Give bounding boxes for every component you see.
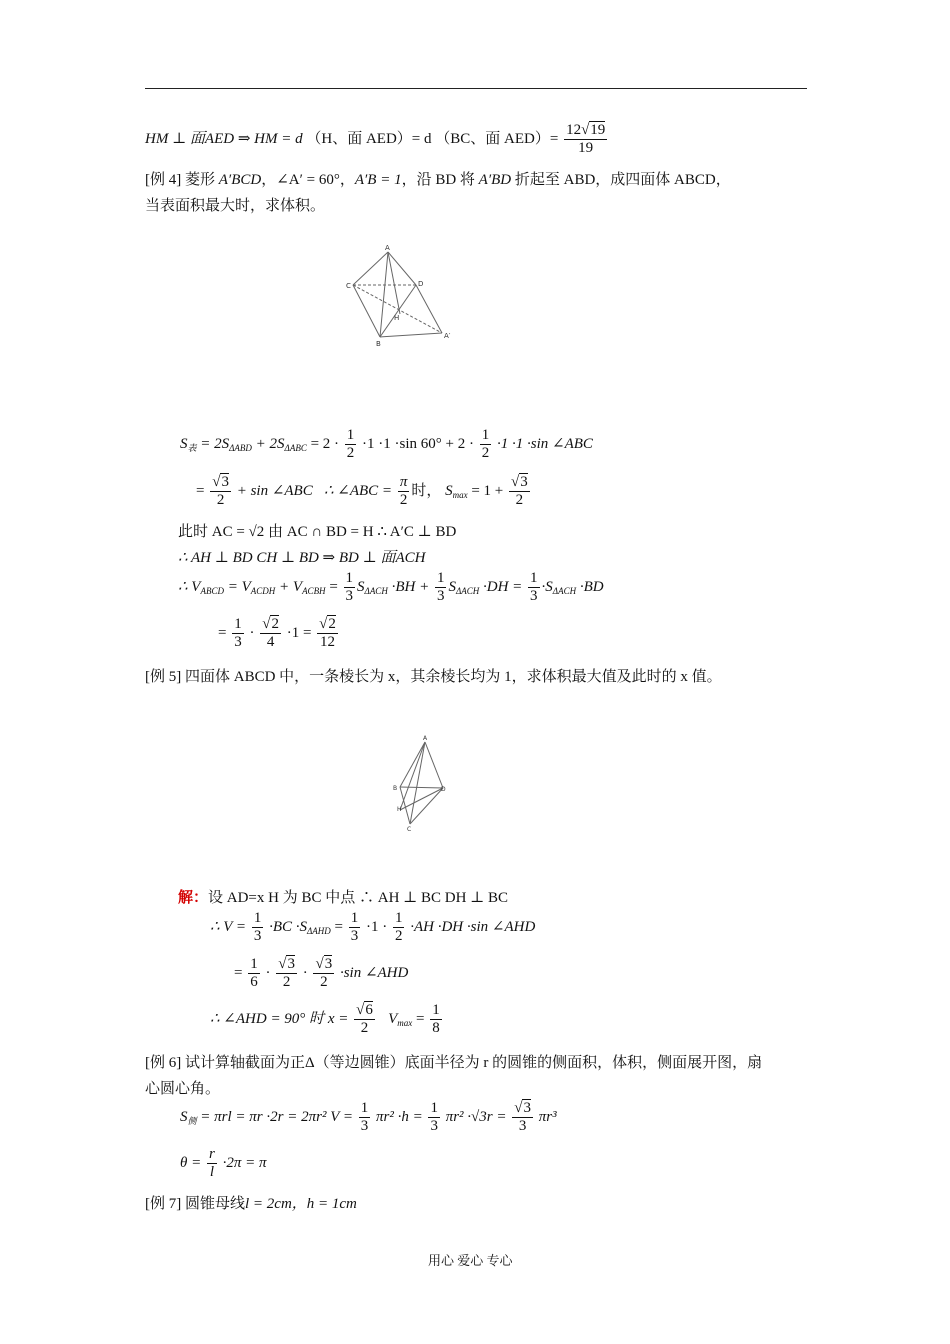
ex6-title-line2: 心圆心角。 — [145, 1081, 221, 1097]
line1-fraction: $\frac{12√19}{19}$ — [566, 122, 606, 156]
s1-d: = 2 · — [310, 435, 340, 452]
s5-b: = V — [227, 578, 251, 595]
s2-S: S — [445, 482, 453, 499]
ex4-title-g: 折起至 ABD，成四面体 ABCD， — [511, 172, 731, 188]
l2-sub: ΔAHD — [306, 925, 331, 936]
l3-d: ·sin ∠AHD — [339, 964, 409, 981]
ex4-title-e: ，沿 BD 将 — [401, 172, 479, 188]
s5-e: S — [357, 578, 365, 595]
s2-f: = 1 + — [471, 482, 504, 499]
s5-s5: ΔACH — [455, 585, 480, 596]
l2-frac1 — [252, 910, 264, 945]
f1-a: S — [180, 1108, 188, 1125]
den: 2 — [216, 492, 225, 508]
ex4-step5 — [178, 570, 604, 605]
line1-lead: HM ⊥ 面AED ⇒ HM = d — [145, 130, 303, 147]
l2-c: = — [334, 918, 343, 935]
den: 2 — [515, 492, 524, 508]
s5-a: ∴ V — [178, 578, 201, 595]
den: 2 — [394, 928, 403, 944]
ex7-title — [145, 1192, 357, 1213]
f1-frac1 — [359, 1100, 371, 1135]
num: 1 — [253, 910, 262, 926]
s1-sub: 表 — [187, 442, 197, 453]
den: 2 — [399, 492, 408, 508]
s5-h: ·DH = — [483, 578, 523, 595]
s1-e: ·1 ·1 ·sin 60° + 2 · — [362, 435, 474, 452]
den: 3 — [253, 928, 262, 944]
ex5-fig-A: A — [423, 735, 428, 742]
ex7-title-b: l = 2cm，h = 1cm — [245, 1196, 357, 1212]
rad: 3 — [324, 956, 333, 972]
den: 12 — [320, 634, 336, 650]
s5-frac2 — [435, 570, 447, 605]
ex6-formula2 — [180, 1146, 267, 1181]
s2-a: = — [196, 482, 205, 499]
s2-frac3: $\frac{√3}{2}$ — [511, 474, 528, 508]
f1-b: = πrl = πr ·2r = 2πr² V = — [200, 1108, 353, 1125]
l2-d: ·1 · — [365, 918, 388, 935]
s5-g: S — [448, 578, 456, 595]
s6-a: = — [218, 624, 227, 641]
line1-formula — [145, 122, 609, 157]
ex4-title-line2: 当表面积最大时，求体积。 — [145, 198, 326, 214]
l4-a: ∴ ∠AHD = 90° 时 — [210, 1010, 325, 1027]
ex4-step1 — [180, 427, 593, 462]
rad: 3 — [221, 474, 229, 490]
rad: 6 — [365, 1002, 373, 1018]
l4-c: V — [388, 1010, 398, 1027]
ex4-title-a: [例 4] 菱形 — [145, 172, 219, 188]
den: 2 — [320, 974, 328, 990]
s6-c: ·1 = — [286, 624, 312, 641]
num: 1 — [432, 1002, 440, 1018]
s6-frac1 — [232, 616, 244, 651]
den: 2 — [481, 445, 490, 461]
den: 8 — [432, 1020, 440, 1036]
l2-frac3 — [393, 910, 405, 945]
l4-frac1: $\frac{√6}{2}$ — [356, 1002, 373, 1036]
num: 1 — [481, 427, 490, 443]
s1-c: + 2S — [255, 435, 285, 452]
frac-num: 12 — [566, 122, 582, 138]
s6-frac3: $\frac{√2}{12}$ — [319, 616, 336, 650]
num: r — [209, 1146, 215, 1162]
ex4-title — [145, 168, 731, 189]
ex4-title-f: A′BD — [478, 172, 512, 188]
header-rule — [145, 88, 807, 89]
ex6-title-line1: [例 6] 试计算轴截面为正Δ（等边圆锥）底面半径为 r 的圆锥的侧面积，体积，侧面展开图，扇 — [145, 1055, 763, 1071]
line1-tail: （BC、面 AED）= — [435, 130, 559, 147]
den: 3 — [350, 928, 359, 944]
num: π — [399, 474, 408, 490]
s1-sub3: ΔABC — [284, 442, 307, 453]
l3-frac2: $\frac{√3}{2}$ — [278, 956, 295, 990]
f1-frac2 — [428, 1100, 440, 1135]
f1-d: πr² ·√3r = — [445, 1108, 507, 1125]
s5-d: = — [329, 578, 338, 595]
rad: 3 — [287, 956, 295, 972]
l2-e: ·AH ·DH ·sin ∠AHD — [410, 918, 536, 935]
num: 1 — [430, 1100, 438, 1116]
ex5-line4 — [210, 1002, 444, 1037]
ex5-line1 — [178, 886, 508, 907]
num: 1 — [436, 570, 445, 586]
ex5-fig-B: B — [393, 785, 398, 792]
den: 2 — [282, 974, 291, 990]
s5-s3: ACBH — [302, 585, 326, 596]
den: 3 — [430, 1118, 438, 1134]
ex4-step4: ∴ AH ⊥ BD CH ⊥ BD ⇒ BD ⊥ 面ACH — [178, 550, 426, 566]
ex4-step3: 此时 AC = √2 由 AC ∩ BD = H ∴ A′C ⊥ BD — [178, 524, 457, 540]
s5-c: + V — [279, 578, 303, 595]
den: 3 — [360, 1118, 369, 1134]
l4-b: x = — [327, 1010, 349, 1027]
s5-i: ·S — [541, 578, 553, 595]
den: 4 — [266, 634, 275, 650]
ex5-line2 — [210, 910, 535, 945]
rad: 2 — [328, 616, 336, 632]
num: 1 — [360, 1100, 369, 1116]
s1-b: = 2S — [200, 435, 230, 452]
ex4-step6 — [218, 616, 340, 651]
l3-b: · — [265, 964, 271, 981]
page-footer: 用心 爱心 专心 — [428, 1253, 513, 1268]
den: 3 — [436, 588, 445, 604]
line1-mid: （H、面 AED）= d — [306, 130, 432, 147]
l2-a: ∴ V = — [210, 918, 247, 935]
den: 6 — [250, 974, 258, 990]
num: 1 — [394, 910, 403, 926]
den: 3 — [345, 588, 354, 604]
ex4-figure — [340, 240, 460, 350]
ex5-figure — [388, 732, 448, 834]
s2-d: 时， — [411, 482, 442, 499]
den: 2 — [346, 445, 355, 461]
s5-frac1 — [344, 570, 356, 605]
ex4-fig-B: B — [376, 340, 381, 348]
den: l — [209, 1164, 214, 1180]
s5-s6: ΔACH — [552, 585, 577, 596]
ex6-formula1 — [180, 1100, 557, 1135]
num: 1 — [234, 616, 242, 632]
num: 1 — [250, 956, 258, 972]
ex5-jie: 解： — [178, 890, 209, 906]
frac-rad: 19 — [590, 122, 606, 138]
ex4-fig-D: D — [418, 280, 424, 288]
ex5-fig-H: H — [397, 806, 402, 813]
s1-f: ·1 ·1 ·sin ∠ABC — [497, 435, 593, 452]
f1-e: πr³ — [538, 1108, 557, 1125]
s1-frac1 — [345, 427, 357, 462]
ex4-fig-H: H — [394, 314, 400, 322]
f2-a: θ = — [180, 1154, 202, 1171]
s1-frac2 — [480, 427, 492, 462]
l4-frac2 — [430, 1002, 442, 1037]
s1-S: S — [180, 435, 188, 452]
num: 1 — [530, 570, 538, 586]
ex5-l1: 设 AD=x H 为 BC 中点 ∴ AH ⊥ BC DH ⊥ BC — [208, 890, 509, 906]
ex7-title-a: [例 7] 圆锥母线 — [145, 1196, 245, 1212]
den: 3 — [234, 634, 242, 650]
ex5-title: [例 5] 四面体 ABCD 中，一条棱长为 x，其余棱长均为 1，求体积最大值及此时的 x 值。 — [145, 669, 722, 685]
rad: 3 — [523, 1100, 531, 1116]
s1-sub2: ΔABD — [229, 442, 252, 453]
f2-b: ·2π = π — [222, 1154, 267, 1171]
s5-s2: ACDH — [250, 585, 276, 596]
l3-a: = — [234, 964, 243, 981]
f1-sub: 侧 — [187, 1115, 197, 1126]
l3-frac3: $\frac{√3}{2}$ — [315, 956, 333, 990]
l2-b: ·BC ·S — [269, 918, 307, 935]
s2-sub: max — [452, 489, 468, 500]
l3-c: · — [302, 964, 308, 981]
s5-s1: ABCD — [200, 585, 224, 596]
s6-frac2: $\frac{√2}{4}$ — [262, 616, 279, 650]
den: 3 — [518, 1118, 527, 1134]
f1-c: πr² ·h = — [375, 1108, 423, 1125]
frac-den: 19 — [578, 140, 594, 156]
l3-frac1 — [248, 956, 260, 991]
s2-frac1: $\frac{√3}{2}$ — [212, 474, 229, 508]
f1-frac3: $\frac{√3}{3}$ — [514, 1100, 531, 1134]
num: 1 — [345, 570, 354, 586]
ex4-fig-A-prime: A′ — [444, 332, 451, 340]
s2-frac2 — [398, 474, 410, 509]
rad: 2 — [271, 616, 279, 632]
ex4-title-c: ，∠A′ = 60°， — [261, 172, 355, 188]
ex4-fig-C: C — [346, 282, 351, 290]
den: 3 — [530, 588, 538, 604]
ex5-fig-D: D — [441, 786, 446, 793]
s2-c: ∴ ∠ABC = — [323, 482, 393, 499]
s2-b: + sin ∠ABC — [236, 482, 313, 499]
ex5-line3 — [234, 956, 408, 991]
den: 2 — [360, 1020, 369, 1036]
l2-frac2 — [349, 910, 361, 945]
s5-s4: ΔACH — [364, 585, 388, 596]
ex4-title-b: A′BCD — [218, 172, 262, 188]
l4-sub: max — [397, 1017, 413, 1028]
ex4-fig-A: A — [385, 244, 390, 252]
s5-frac3 — [528, 570, 540, 605]
s5-j: ·BD — [579, 578, 604, 595]
ex5-fig-C: C — [407, 826, 412, 833]
s5-f: ·BH + — [391, 578, 430, 595]
ex4-title-d: A′B = 1 — [354, 172, 402, 188]
f2-frac — [207, 1146, 217, 1181]
ex4-step2 — [196, 474, 532, 509]
num: 1 — [350, 910, 359, 926]
l4-d: = — [416, 1010, 425, 1027]
s6-b: · — [249, 624, 255, 641]
rad: 3 — [520, 474, 528, 490]
num: 1 — [346, 427, 355, 443]
